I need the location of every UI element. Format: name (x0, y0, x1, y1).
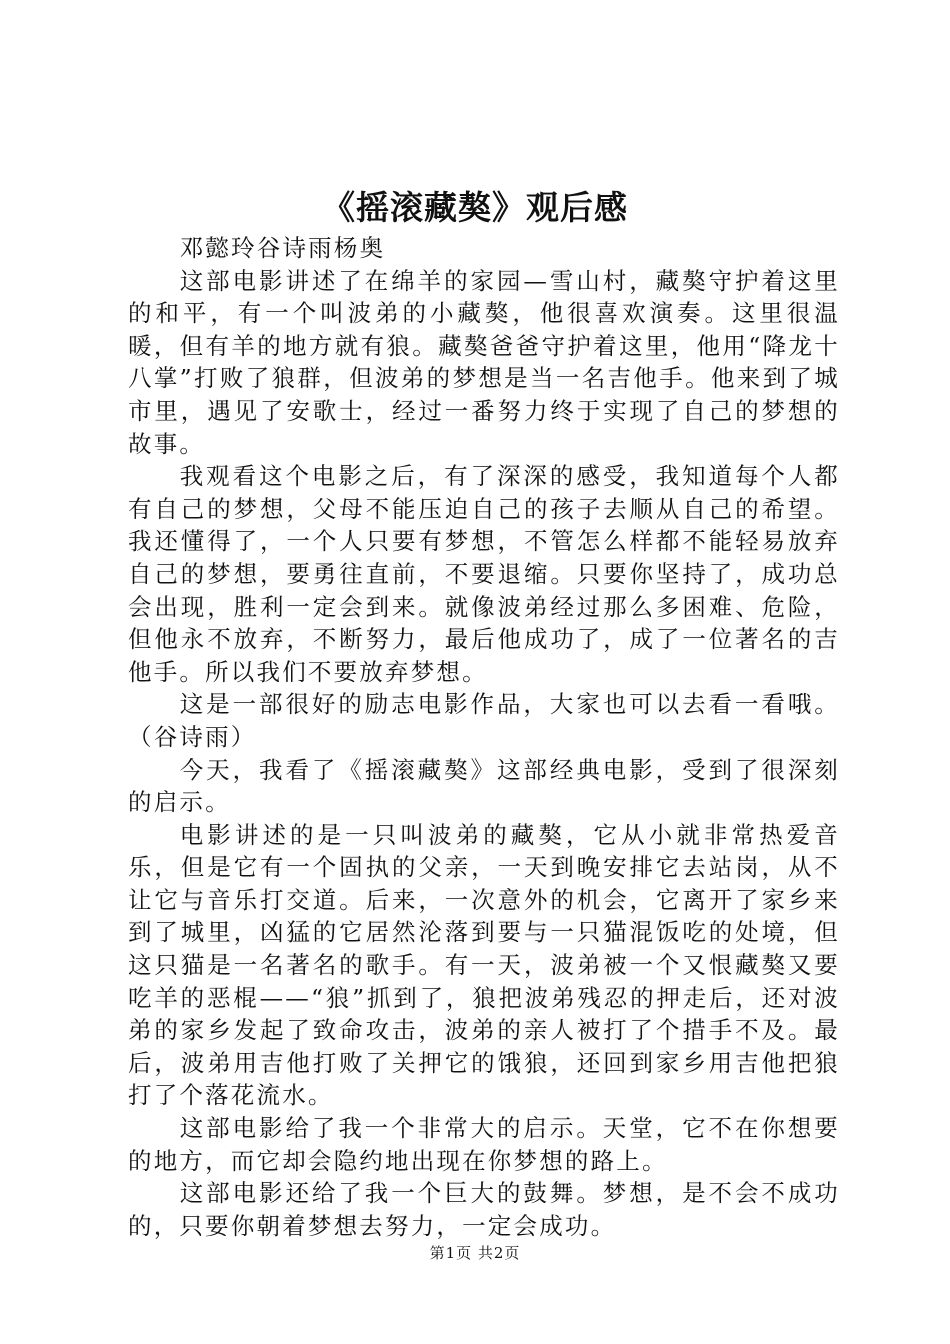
authors-line: 邓懿玲谷诗雨杨奥 (179, 234, 386, 262)
page-footer: 第1页 共2页 (429, 1244, 521, 1262)
paragraph: 电影讲述的是一只叫波弟的藏獒，它从小就非常热爱音乐，但是它有一个固执的父亲，一天到晚安排它去站岗，从不让它与音乐打交道。后来，一次意外的机会，它离开了家乡来到了城里，凶猛的它居然沦落到要与一只猫混饭吃的处境，但这只猫是一名著名的歌手。有一天，波弟被一个又恨藏獒又要吃羊的恶棍——“狼”抓到了，狼把波弟残忍的押走后，还对波弟的家乡发起了致命攻击，波弟的亲人被打了个措手不及。最后，波弟用吉他打败了关押它的饿狼，还回到家乡用吉他把狼打了个落花流水。 (128, 820, 840, 1110)
paragraph: 这部电影给了我一个非常大的启示。天堂，它不在你想要的地方，而它却会隐约地出现在你梦想的路上。 (128, 1114, 840, 1175)
paragraph: 今天，我看了《摇滚藏獒》这部经典电影，受到了很深刻的启示。 (128, 755, 840, 817)
document-body (128, 232, 840, 1242)
paragraph: 我观看这个电影之后，有了深深的感受，我知道每个人都有自己的梦想，父母不能压迫自己的孩子去顺从自己的希望。我还懂得了，一个人只要有梦想，不管怎么样都不能轻易放弃自己的梦想，要勇往直前，不要退缩。只要你坚持了，成功总会出现，胜利一定会到来。就像波弟经过那么多困难、危险，但他永不放弃，不断努力，最后他成功了，成了一位著名的吉他手。所以我们不要放弃梦想。 (128, 462, 840, 686)
document-title: 《摇滚藏獒》观后感 (322, 188, 628, 227)
paragraph: 这是一部很好的励志电影作品，大家也可以去看一看哦。（谷诗雨） (128, 690, 840, 751)
paragraph: 这部电影还给了我一个巨大的鼓舞。梦想，是不会不成功的，只要你朝着梦想去努力，一定会成功。 (128, 1179, 840, 1240)
paragraph: 这部电影讲述了在绵羊的家园—雪山村，藏獒守护着这里的和平，有一个叫波弟的小藏獒，他很喜欢演奏。这里很温暖，但有羊的地方就有狼。藏獒爸爸守护着这里，他用“降龙十八掌”打败了狼群，但波弟的梦想是当一名吉他手。他来到了城市里，遇见了安歌士，经过一番努力终于实现了自己的梦想的故事。 (128, 266, 840, 458)
